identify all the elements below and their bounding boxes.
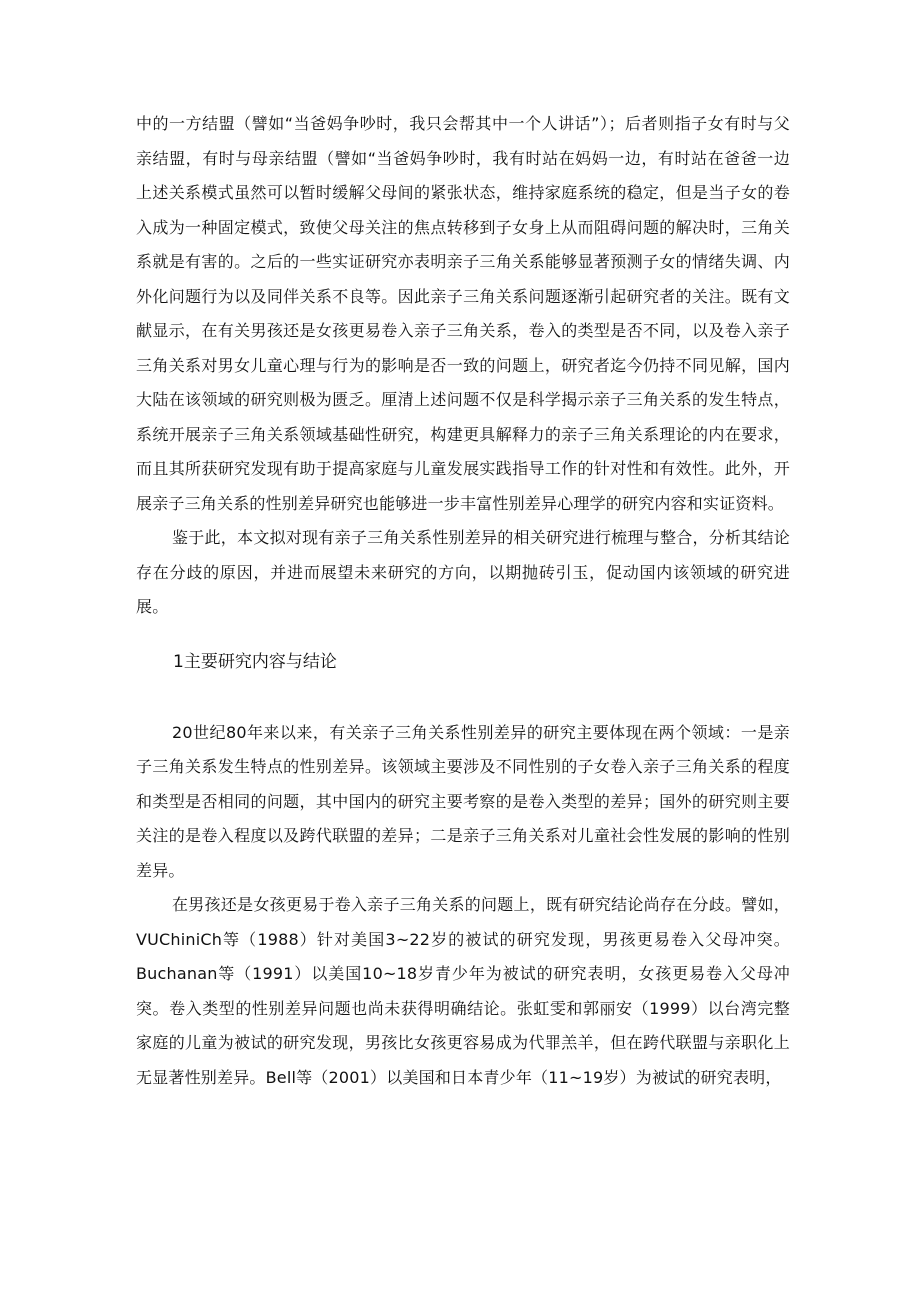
paragraph-findings: 在男孩还是女孩更易于卷入亲子三角关系的问题上，既有研究结论尚存在分歧。譬如，VUChiniCh等（1988）针对美国3~22岁的被试的研究发现，男孩更易卷入父母冲突。Buchanan等（1991）以美国10~18岁青少年为被试的研究表明，女孩更易卷入父母冲突。卷入类型的性别差异问题也尚未获得明确结论。张虹雯和郭丽安（1999）以台湾完整家庭的儿童为被试的研究发现，男孩比女孩更容易成为代罪羔羊，但在跨代联盟与亲职化上无显著性别差异。Bell等（2001）以美国和日本青少年（11~19岁）为被试的研究表明， xyxy=(136,895,790,1087)
document-body xyxy=(136,107,790,1095)
section-heading: 1主要研究内容与结论 xyxy=(173,651,337,672)
paragraph-purpose: 鉴于此，本文拟对现有亲子三角关系性别差异的相关研究进行梳理与整合，分析其结论存在分歧的原因，并进而展望未来研究的方向，以期抛砖引玉，促动国内该领域的研究进展。 xyxy=(136,528,790,616)
paragraph-overview: 20世纪80年来以来，有关亲子三角关系性别差异的研究主要体现在两个领域：一是亲子三角关系发生特点的性别差异。该领域主要涉及不同性别的子女卷入亲子三角关系的程度和类型是否相同的问题，其中国内的研究主要考察的是卷入类型的差异；国外的研究则主要关注的是卷入程度以及跨代联盟的差异；二是亲子三角关系对儿童社会性发展的影响的性别差异。 xyxy=(136,722,790,880)
paragraph-continuation: 中的一方结盟（譬如“当爸妈争吵时，我只会帮其中一个人讲话”）；后者则指子女有时与父亲结盟，有时与母亲结盟（譬如“当爸妈争吵时，我有时站在妈妈一边，有时站在爸爸一边上述关系模式虽然可以暂时缓解父母间的紧张状态，维持家庭系统的稳定，但是当子女的卷入成为一种固定模式，致使父母关注的焦点转移到子女身上从而阻碍问题的解决时，三角关系就是有害的。之后的一些实证研究亦表明亲子三角关系能够显著预测子女的情绪失调、内外化问题行为以及同伴关系不良等。因此亲子三角关系问题逐渐引起研究者的关注。既有文献显示，在有关男孩还是女孩更易卷入亲子三角关系，卷入的类型是否不同，以及卷入亲子三角关系对男女儿童心理与行为的影响是否一致的问题上，研究者迄今仍持不同见解，国内大陆在该领域的研究则极为匮乏。厘清上述问题不仅是科学揭示亲子三角关系的发生特点，系统开展亲子三角关系领域基础性研究，构建更具解释力的亲子三角关系理论的内在要求，而且其所获研究发现有助于提高家庭与儿童发展实践指导工作的针对性和有效性。此外，开展亲子三角关系的性别差异研究也能够进一步丰富性别差异心理学的研究内容和实证资料。 xyxy=(136,114,790,513)
